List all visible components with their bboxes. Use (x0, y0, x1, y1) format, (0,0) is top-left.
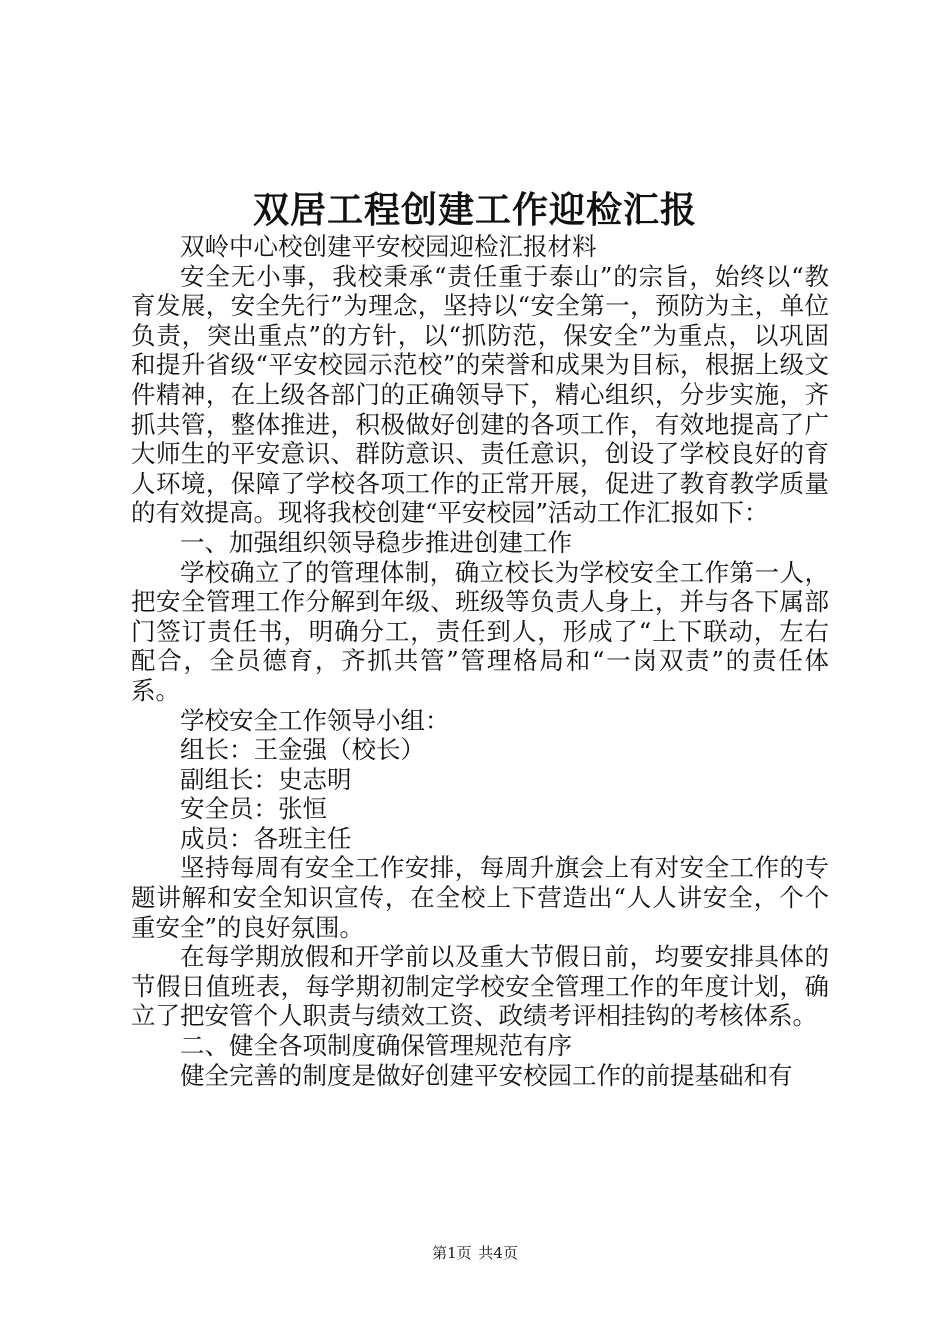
document-body (131, 232, 829, 1090)
group-leader: 组长：王金强（校长） (180, 735, 425, 765)
page-number: 第1页 (432, 1244, 472, 1262)
paragraph-management: 学校确立了的管理体制，确立校长为学校安全工作第一人，把安全管理工作分解到年级、班级等负责人身上，并与各下属部门签订责任书，明确分工，责任到人，形成了“上下联动，左右配合，全员德育，齐抓共管”管理格局和“一岗双责”的责任体系。 (131, 557, 829, 705)
group-deputy: 副组长：史志明 (180, 764, 352, 794)
document-title: 双居工程创建工作迎检汇报 (252, 189, 697, 231)
group-heading: 学校安全工作领导小组： (180, 705, 450, 735)
page-total: 共4页 (478, 1244, 518, 1262)
paragraph-subtitle: 双岭中心校创建平安校园迎检汇报材料 (180, 232, 597, 261)
paragraph-rules: 健全完善的制度是做好创建平安校园工作的前提基础和有 (180, 1060, 793, 1090)
paragraph-weekly: 坚持每周有安全工作安排，每周升旗会上有对安全工作的专题讲解和安全知识宣传，在全校上下营造出“人人讲安全，个个重安全”的良好氛围。 (131, 853, 829, 942)
page-footer (0, 1243, 950, 1263)
section-heading-1: 一、加强组织领导稳步推进创建工作 (180, 527, 572, 557)
paragraph-intro: 安全无小事，我校秉承“责任重于泰山”的宗旨，始终以“教育发展，安全先行”为理念，坚持以“安全第一，预防为主，单位负责，突出重点”的方针，以“抓防范，保安全”为重点，以巩固和提升省级“平安校园示范校”的荣誉和成果为目标，根据上级文件精神，在上级各部门的正确领导下，精心组织，分步实施，齐抓共管，整体推进，积极做好创建的各项工作，有效地提高了广大师生的平安意识、群防意识、责任意识，创设了学校良好的育人环境，保障了学校各项工作的正常开展，促进了教育教学质量的有效提高。现将我校创建“平安校园”活动工作汇报如下： (131, 261, 829, 528)
paragraph-holiday: 在每学期放假和开学前以及重大节假日前，均要安排具体的节假日值班表，每学期初制定学校安全管理工作的年度计划，确立了把安管个人职责与绩效工资、政绩考评相挂钩的考核体系。 (131, 942, 829, 1031)
section-heading-2: 二、健全各项制度确保管理规范有序 (180, 1031, 572, 1061)
group-safety-officer: 安全员：张恒 (180, 794, 327, 824)
group-members: 成员：各班主任 (180, 823, 352, 853)
